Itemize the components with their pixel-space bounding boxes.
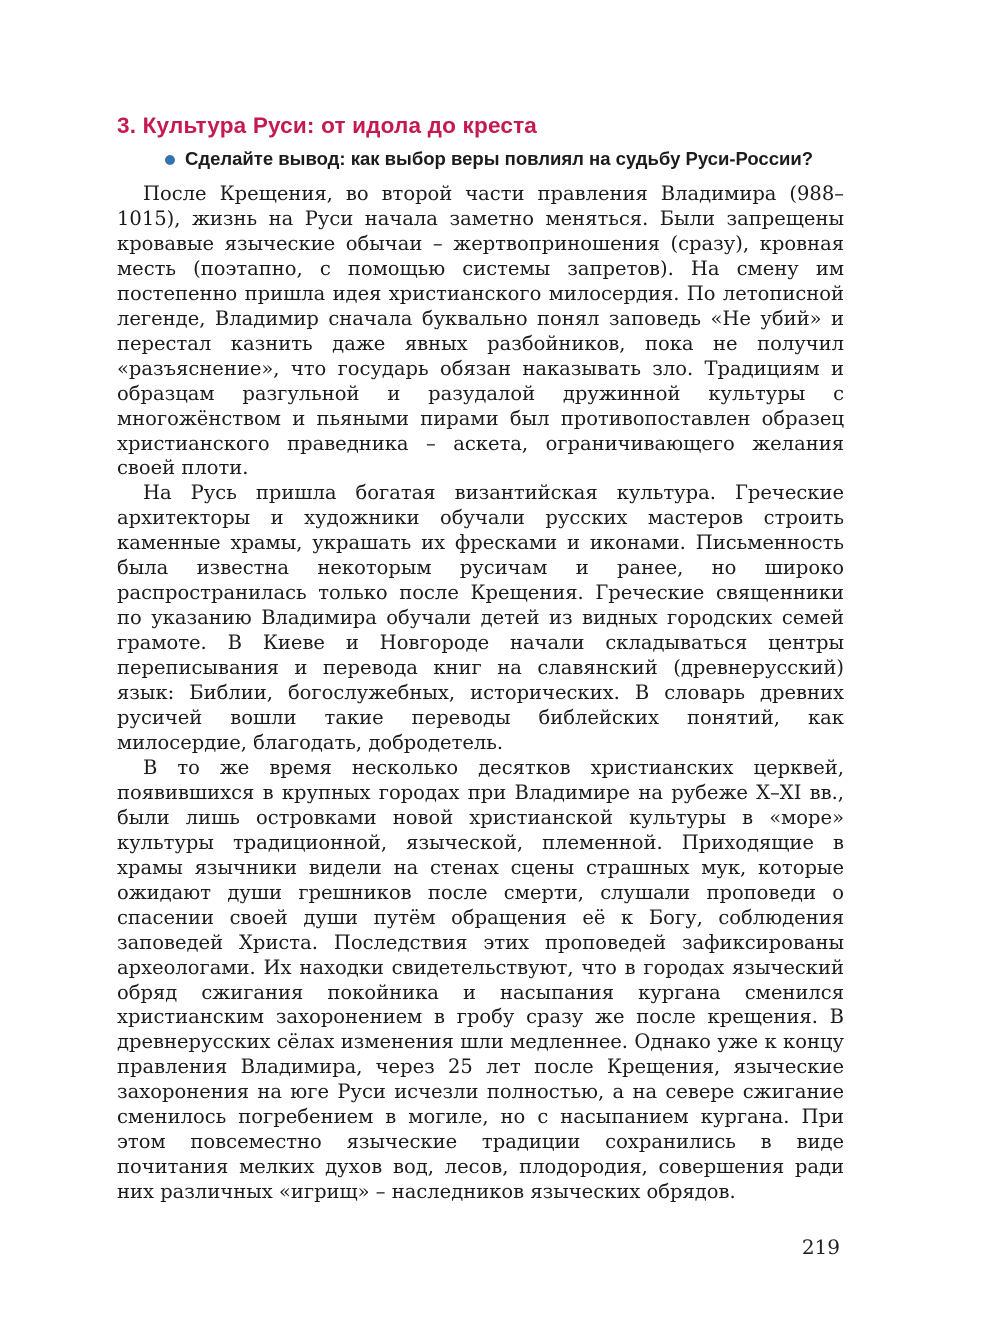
page-number: 219 <box>801 1235 840 1260</box>
paragraph: На Русь пришла богатая византийская культура. Греческие архитекторы и художники обучали русских мастеров строить каменные храмы, украшать их фресками и иконами. Письменность была известна некоторым русичам и ранее, но широко распространилась только после Крещения. Греческие священники по указанию Владимира обучали детей из видных городских семей грамоте. В Киеве и Новгороде начали складываться центры переписывания и перевода книг на славянский (древнерусский) язык: Библии, богослужебных, исторических. В словарь древних русичей вошли такие переводы библейских понятий, как милосердие, благодать, добродетель. <box>117 481 844 754</box>
page-content <box>117 112 844 1259</box>
paragraph: После Крещения, во второй части правления Владимира (988–1015), жизнь на Руси начала заметно меняться. Были запрещены кровавые языческие обычаи – жертвоприношения (сразу), кровная месть (поэтапно, с помощью системы запретов). На смену им постепенно пришла идея христианского милосердия. По летописной легенде, Владимир сначала буквально понял заповедь «Не убий» и перестал казнить даже явных разбойников, пока не получил «разъяснение», что государь обязан наказывать зло. Традициям и образцам разгульной и разудалой дружинной культуры с многожёнством и пьяными пирами был противопоставлен образец христианского праведника – аскета, ограничивающего желания своей плоти. <box>117 182 844 480</box>
section-heading: 3. Культура Руси: от идола до креста <box>117 113 538 138</box>
task-line <box>165 148 844 170</box>
paragraph: В то же время несколько десятков христианских церквей, появившихся в крупных городах при Владимире на рубеже X–XI вв., были лишь островками новой христианской культуры в «море» культуры традиционной, языческой, племенной. Приходящие в храмы язычники видели на стенах сцены страшных мук, которые ожидают души грешников после смерти, слушали проповеди о спасении своей души путём обращения её к Богу, соблюдения заповедей Христа. Последствия этих проповедей зафиксированы археологами. Их находки свидетельствуют, что в городах языческий обряд сжигания покойника и насыпания кургана сменился христианским захоронением в гробу сразу же после крещения. В древнерусских сёлах изменения шли медленнее. Однако уже к концу правления Владимира, через 25 лет после Крещения, языческие захоронения на юге Руси исчезли полностью, а на севере сжигание сменилось погребением в могиле, но с насыпанием кургана. При этом повсеместно языческие традиции сохранились в виде почитания мелких духов вод, лесов, плодородия, совершения ради них различных «игрищ» – наследников языческих обрядов. <box>117 755 844 1204</box>
task-text: Сделайте вывод: как выбор веры повлиял на судьбу Руси-России? <box>185 148 814 169</box>
body-text <box>117 182 844 1205</box>
bullet-icon <box>165 155 175 165</box>
